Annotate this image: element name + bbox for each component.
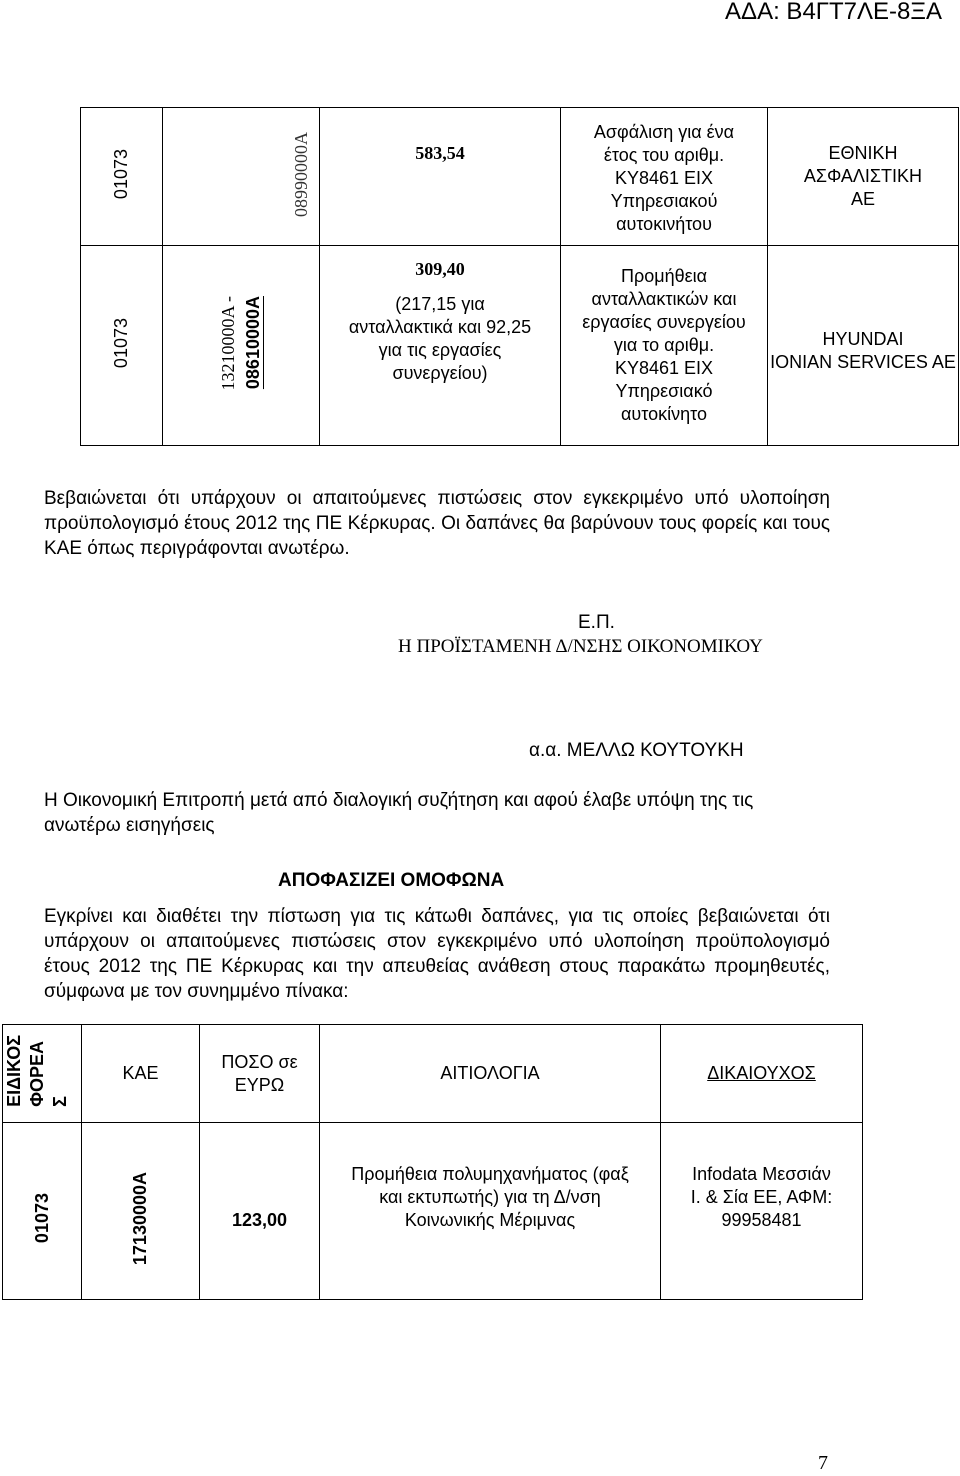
committee-text: Η Οικονομική Επιτροπή μετά από διαλογική συζήτηση και αφού έλαβε υπόψη της τις ανωτέρω εισηγήσεις: [44, 790, 754, 836]
amount-header: ΠΟΣΟ σε ΕΥΡΩ: [200, 1025, 320, 1123]
reason-cell: Ασφάλιση για ένα έτος του αριθμ. ΚΥ8461 ΕΙΧ Υπηρεσιακού αυτοκινήτου: [561, 108, 768, 246]
table-row: [81, 246, 959, 446]
decision-text: Εγκρίνει και διαθέτει την πίστωση για τις κάτωθι δαπάνες, για τις οποίες βεβαιώνεται ότι υπάρχουν οι απαιτούμενες πιστώσεις στον εγκεκριμένο υπό υλοποίηση προϋπολογισμό έτους 2012 της ΠΕ Κέρκυρας και την απευθείας ανάθεση στους παρακάτω προμηθευτές, σύμφωνα με τον συνημμένο πίνακα:: [44, 906, 830, 1002]
foreas-cell: 01073: [81, 108, 163, 246]
table-row: [3, 1143, 863, 1300]
confirmation-text: Βεβαιώνεται ότι υπάρχουν οι απαιτούμενες πιστώσεις στον εγκεκριμένο υπό υλοποίηση προϋπολογισμό έτους 2012 της ΠΕ Κέρκυρας. Οι δαπάνες θα βαρύνουν τους φορείς και τους ΚΑΕ όπως περιγράφονται ανωτέρω.: [44, 488, 830, 559]
beneficiary-cell: ΕΘΝΙΚΗ ΑΣΦΑΛΙΣΤΙΚΗ ΑΕ: [768, 108, 959, 246]
signature-name: α.α. ΜΕΛΛΩ ΚΟΥΤΟΥΚΗ: [529, 740, 744, 761]
ada-code: ΑΔΑ: Β4ΓΤ7ΛΕ-8ΞΑ: [725, 0, 942, 25]
beneficiary-cell: Infodata Μεσσιάν Ι. & Σία ΕΕ, ΑΦΜ: 99958481: [661, 1143, 863, 1300]
spacer-row: [3, 1123, 863, 1143]
kae-header: ΚΑΕ: [82, 1025, 200, 1123]
amount-cell: 309,40 (217,15 για ανταλλακτικά και 92,25 για τις εργασίες συνεργείου): [320, 246, 561, 446]
expenses-table-top: [80, 107, 959, 446]
kae-cell: 08990000Α: [163, 108, 320, 246]
beneficiary-header: ΔΙΚΑΙΟΥΧΟΣ: [661, 1025, 863, 1123]
amount-cell: 123,00: [200, 1143, 320, 1300]
page-number: 7: [818, 1452, 828, 1474]
table-row: [81, 108, 959, 246]
kae-cell: 13210000Α - 08610000Α: [163, 246, 320, 446]
ep-label: Ε.Π.: [578, 612, 615, 633]
reason-header: ΑΙΤΙΟΛΟΓΙΑ: [320, 1025, 661, 1123]
reason-cell: Προμήθεια ανταλλακτικών και εργασίες συνεργείου για το αριθμ. ΚΥ8461 ΕΙΧ Υπηρεσιακό αυτοκίνητο: [561, 246, 768, 446]
foreas-header: ΕΙΔΙΚΟΣ ΦΟΡΕΑ Σ: [3, 1025, 82, 1123]
reason-cell: Προμήθεια πολυμηχανήματος (φαξ και εκτυπωτής) για τη Δ/νση Κοινωνικής Μέριμνας: [320, 1143, 661, 1300]
foreas-cell: 01073: [3, 1143, 82, 1300]
foreas-cell: 01073: [81, 246, 163, 446]
table-header-row: [3, 1025, 863, 1123]
amount-cell: 583,54: [320, 108, 561, 246]
kae-cell: 17130000Α: [82, 1143, 200, 1300]
beneficiary-cell: HYUNDAI IONIAN SERVICES AE: [768, 246, 959, 446]
director-title: Η ΠΡΟΪΣΤΑΜΕΝΗ Δ/ΝΣΗΣ ΟΙΚΟΝΟΜΙΚΟΥ: [398, 636, 763, 657]
decision-title: ΑΠΟΦΑΣΙΖΕΙ ΟΜΟΦΩΝΑ: [278, 870, 505, 891]
expenses-table-bottom: [2, 1024, 863, 1300]
